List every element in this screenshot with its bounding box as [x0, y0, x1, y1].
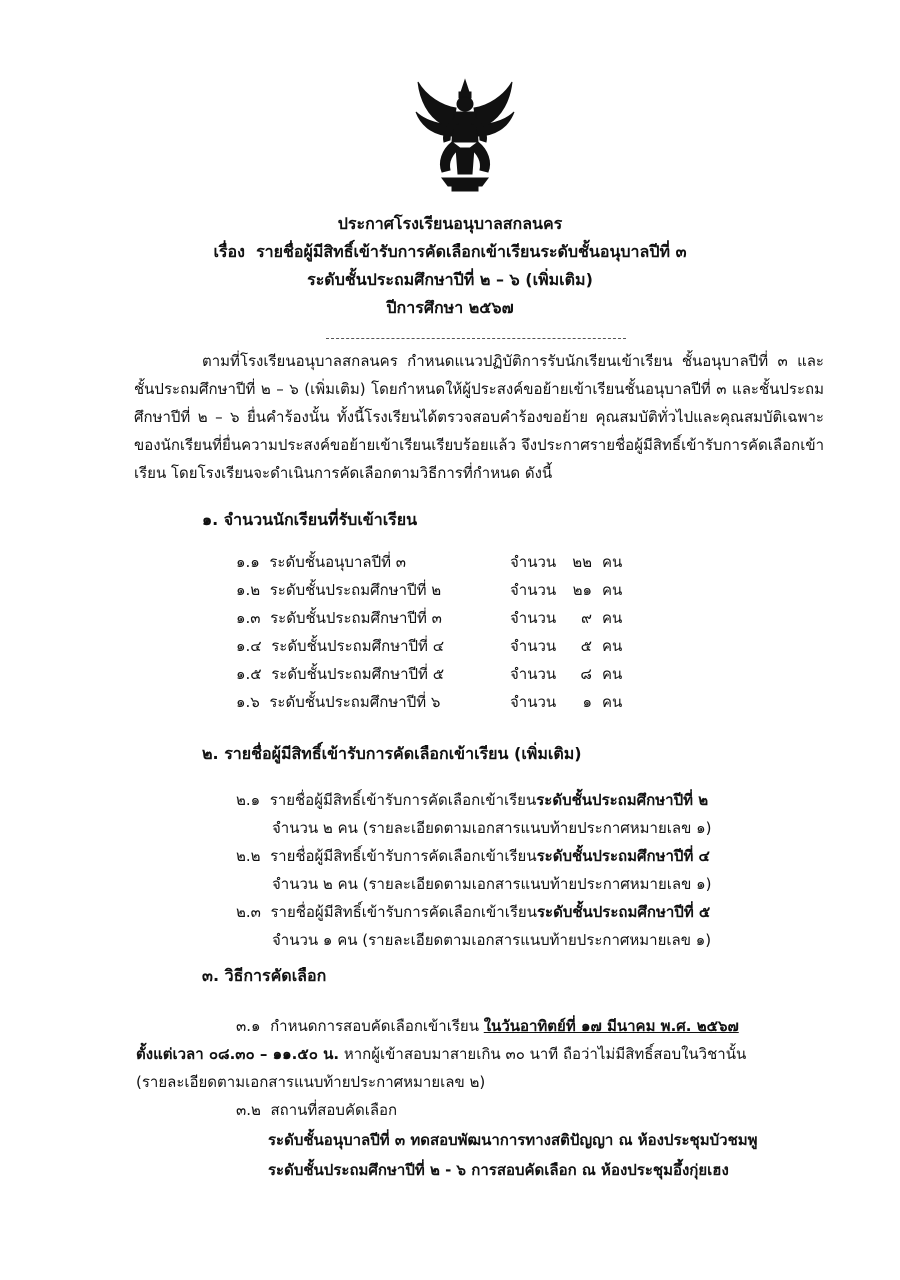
item-number: ๑.๑ — [236, 553, 260, 571]
item-level: ระดับชั้นอนุบาลปีที่ ๓ — [269, 553, 406, 571]
venue-primary: ระดับชั้นประถมศึกษาปีที่ ๒ - ๖ การสอบคัดเลือก ณ ห้องประชุมอึ้งกุ่ยเฮง — [268, 1161, 729, 1179]
eligible-list-item — [236, 898, 710, 926]
item-level: ระดับชั้นประถมศึกษาปีที่ ๒ — [269, 581, 442, 599]
enrollment-row — [236, 548, 623, 576]
item-level: ระดับชั้นประถมศึกษาปีที่ ๔ — [536, 847, 710, 865]
announcement-subject — [0, 238, 900, 266]
item-level: ระดับชั้นประถมศึกษาปีที่ ๒ — [536, 791, 709, 809]
item-number: ๑.๔ — [236, 637, 262, 655]
eligible-list-detail: จำนวน ๒ คน (รายละเอียดตามเอกสารแนบท้ายประกาศหมายเลข ๑) — [272, 819, 712, 837]
item-number: ๑.๒ — [236, 581, 261, 599]
item-number: ๑.๖ — [236, 693, 260, 711]
item-number: ๑.๓ — [236, 609, 261, 627]
exam-note: (รายละเอียดตามเอกสารแนบท้ายประกาศหมายเลข ๒) — [136, 1073, 486, 1091]
header-divider — [326, 338, 626, 339]
count-value: ๕ — [580, 637, 592, 655]
enrollment-row — [236, 604, 623, 632]
enrollment-row — [236, 576, 623, 604]
eligible-list-detail: จำนวน ๒ คน (รายละเอียดตามเอกสารแนบท้ายประกาศหมายเลข ๑) — [272, 875, 712, 893]
count-label: จำนวน — [510, 665, 557, 683]
late-rule: หากผู้เข้าสอบมาสายเกิน ๓๐ นาที ถือว่าไม่มีสิทธิ์สอบในวิชานั้น — [343, 1045, 747, 1063]
count-value: ๘ — [580, 665, 592, 683]
exam-schedule-line — [236, 1012, 739, 1040]
unit-label: คน — [602, 609, 623, 627]
item-level: ระดับชั้นประถมศึกษาปีที่ ๔ — [271, 637, 445, 655]
item-number: ๓.๒ — [236, 1101, 261, 1119]
item-text: กำหนดการสอบคัดเลือกเข้าเรียน — [270, 1017, 479, 1035]
exam-time-line — [136, 1040, 746, 1068]
subject-line-2: ระดับชั้นประถมศึกษาปีที่ ๒ – ๖ (เพิ่มเติม) — [307, 270, 593, 289]
item-number: ๓.๑ — [236, 1017, 261, 1035]
unit-label: คน — [602, 693, 623, 711]
item-text: รายชื่อผู้มีสิทธิ์เข้ารับการคัดเลือกเข้าเรียน — [270, 903, 537, 921]
exam-venue-line — [236, 1096, 397, 1124]
garuda-emblem — [412, 78, 518, 194]
enrollment-row — [236, 688, 623, 716]
section3-heading: ๓. วิธีการคัดเลือก — [202, 966, 327, 985]
intro-paragraph: ตามที่โรงเรียนอนุบาลสกลนคร กำหนดแนวปฏิบัติการรับนักเรียนเข้าเรียน ชั้นอนุบาลปีที่ ๓ และชั้นประถมศึกษาปีที่ ๒ – ๖ (เพิ่มเติม) โดยกำหนดให้ผู้ประสงค์ขอย้ายเข้าเรียนชั้นอนุบาลปีที่ ๓ และชั้นประถมศึกษาปีที่ ๒ – ๖ ยื่นคำร้องนั้น ทั้งนี้โรงเรียนได้ตรวจสอบคำร้องขอย้าย คุณสมบัติทั่วไปและคุณสมบัติเฉพาะของนักเรียนที่ยื่นความประสงค์ขอย้ายเข้าเรียนเรียบร้อยแล้ว จึงประกาศรายชื่อผู้มีสิทธิ์เข้ารับการคัดเลือกเข้าเรียน โดยโรงเรียนจะดำเนินการคัดเลือกตามวิธีการที่กำหนด ดังนี้ — [134, 352, 824, 482]
count-label: จำนวน — [510, 637, 557, 655]
eligible-list-detail: จำนวน ๑ คน (รายละเอียดตามเอกสารแนบท้ายประกาศหมายเลข ๑) — [272, 931, 712, 949]
eligible-list-item — [236, 842, 710, 870]
count-label: จำนวน — [510, 609, 557, 627]
academic-year: ปีการศึกษา ๒๕๖๗ — [386, 298, 514, 317]
section2-heading: ๒. รายชื่อผู้มีสิทธิ์เข้ารับการคัดเลือกเข้าเรียน (เพิ่มเติม) — [202, 744, 582, 763]
count-label: จำนวน — [510, 553, 557, 571]
announcement-title: ประกาศโรงเรียนอนุบาลสกลนคร — [337, 214, 563, 233]
count-value: ๙ — [581, 609, 592, 627]
unit-label: คน — [602, 665, 623, 683]
exam-time: ตั้งแต่เวลา ๐๘.๓๐ – ๑๑.๕๐ น. — [136, 1045, 340, 1063]
count-value: ๒๑ — [572, 581, 592, 599]
unit-label: คน — [602, 581, 623, 599]
venue-kindergarten: ระดับชั้นอนุบาลปีที่ ๓ ทดสอบพัฒนาการทางสติปัญญา ณ ห้องประชุมบัวชมพู — [268, 1131, 758, 1149]
count-value: ๒๒ — [572, 553, 592, 571]
item-number: ๒.๑ — [236, 791, 261, 809]
announcement-header — [0, 210, 900, 322]
item-text: สถานที่สอบคัดเลือก — [270, 1101, 398, 1119]
item-number: ๒.๓ — [236, 903, 261, 921]
item-level: ระดับชั้นประถมศึกษาปีที่ ๖ — [269, 693, 441, 711]
count-label: จำนวน — [510, 693, 557, 711]
count-label: จำนวน — [510, 581, 557, 599]
item-level: ระดับชั้นประถมศึกษาปีที่ ๓ — [270, 609, 442, 627]
item-number: ๑.๕ — [236, 665, 262, 683]
count-value: ๑ — [582, 693, 592, 711]
enrollment-row — [236, 632, 623, 660]
item-level: ระดับชั้นประถมศึกษาปีที่ ๕ — [271, 665, 445, 683]
subject-label: เรื่อง — [213, 242, 245, 261]
exam-date: ในวันอาทิตย์ที่ ๑๗ มีนาคม พ.ศ. ๒๕๖๗ — [483, 1017, 739, 1035]
enrollment-row — [236, 660, 623, 688]
item-text: รายชื่อผู้มีสิทธิ์เข้ารับการคัดเลือกเข้าเรียน — [270, 847, 537, 865]
unit-label: คน — [602, 637, 623, 655]
section1-heading: ๑. จำนวนนักเรียนที่รับเข้าเรียน — [202, 510, 418, 529]
eligible-list-item — [236, 786, 708, 814]
unit-label: คน — [602, 553, 623, 571]
item-number: ๒.๒ — [236, 847, 261, 865]
item-level: ระดับชั้นประถมศึกษาปีที่ ๕ — [536, 903, 711, 921]
subject-text: รายชื่อผู้มีสิทธิ์เข้ารับการคัดเลือกเข้าเรียนระดับชั้นอนุบาลปีที่ ๓ — [256, 242, 687, 261]
item-text: รายชื่อผู้มีสิทธิ์เข้ารับการคัดเลือกเข้าเรียน — [269, 791, 537, 809]
